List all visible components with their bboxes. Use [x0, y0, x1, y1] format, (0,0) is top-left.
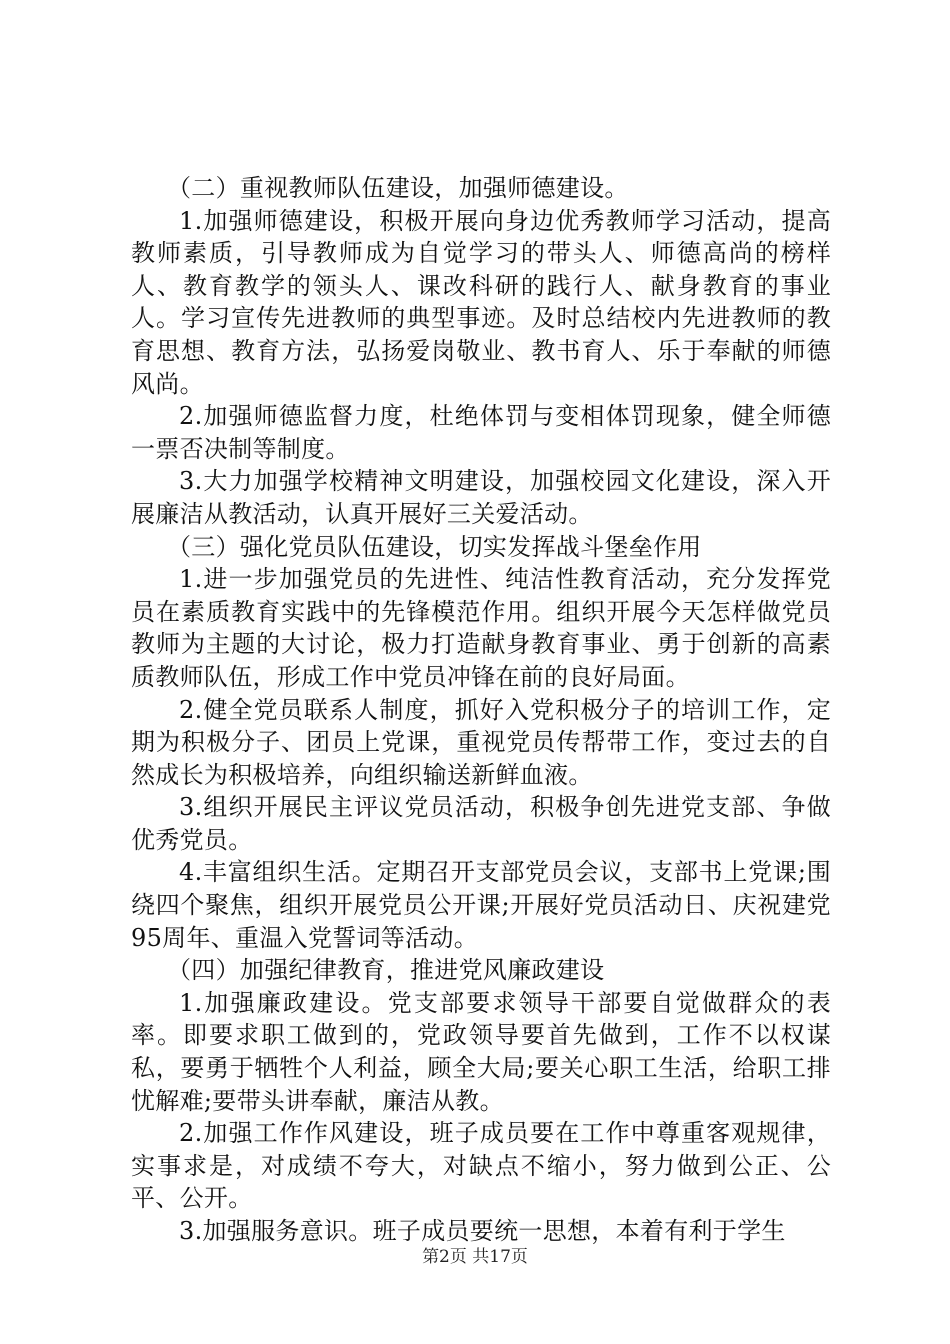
paragraph: 1.进一步加强党员的先进性、纯洁性教育活动，充分发挥党员在素质教育实践中的先锋模范作用。组织开展今天怎样做党员教师为主题的大讨论，极力打造献身教育事业、勇于创新的高素质教师队伍，形成工作中党员冲锋在前的良好局面。	[131, 565, 831, 691]
paragraph: 2.加强工作作风建设，班子成员要在工作中尊重客观规律，实事求是，对成绩不夸大，对缺点不缩小，努力做到公正、公平、公开。	[131, 1119, 831, 1213]
paragraph: 2.健全党员联系人制度，抓好入党积极分子的培训工作，定期为积极分子、团员上党课，重视党员传帮带工作，变过去的自然成长为积极培养，向组织输送新鲜血液。	[131, 695, 831, 789]
paragraph: 3.加强服务意识。班子成员要统一思想，本着有利于学生	[179, 1217, 786, 1245]
paragraph: 1.加强师德建设，积极开展向身边优秀教师学习活动，提高教师素质，引导教师成为自觉学习的带头人、师德高尚的榜样人、教育教学的领头人、课改科研的践行人、献身教育的事业人。学习宣传先进教师的典型事迹。及时总结校内先进教师的教育思想、教育方法，弘扬爱岗敬业、教书育人、乐于奉献的师德风尚。	[131, 206, 831, 398]
paragraph: 1.加强廉政建设。党支部要求领导干部要自觉做群众的表率。即要求职工做到的，党政领导要首先做到，工作不以权谋私，要勇于牺牲个人利益，顾全大局;要关心职工生活，给职工排忧解难;要带头讲奉献，廉洁从教。	[131, 988, 831, 1115]
paragraph: 2.加强师德监督力度，杜绝体罚与变相体罚现象，健全师德一票否决制等制度。	[131, 402, 831, 463]
paragraph: 4.丰富组织生活。定期召开支部党员会议，支部书上党课;围绕四个聚焦，组织开展党员公开课;开展好党员活动日、庆祝建党95周年、重温入党誓词等活动。	[131, 858, 831, 952]
document-body	[131, 172, 831, 1248]
page-number-footer: 第2页 共17页	[422, 1247, 528, 1267]
section-heading-4: （四）加强纪律教育，推进党风廉政建设	[167, 956, 605, 985]
paragraph: 3.大力加强学校精神文明建设，加强校园文化建设，深入开展廉洁从教活动，认真开展好三关爱活动。	[131, 467, 831, 528]
paragraph: 3.组织开展民主评议党员活动，积极争创先进党支部、争做优秀党员。	[131, 793, 831, 854]
section-heading-2: （二）重视教师队伍建设，加强师德建设。	[167, 174, 629, 202]
section-heading-3: （三）强化党员队伍建设，切实发挥战斗堡垒作用	[167, 532, 702, 561]
